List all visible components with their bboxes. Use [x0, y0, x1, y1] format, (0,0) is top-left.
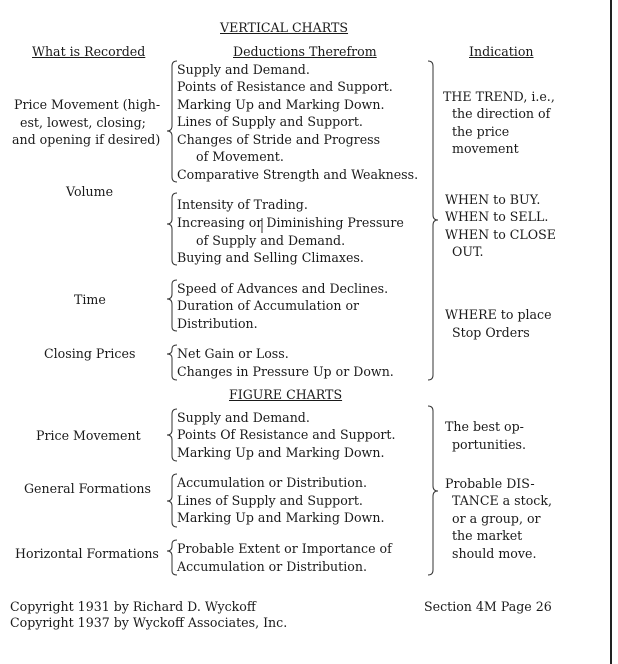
recorded-figure-general: General Formations: [24, 481, 151, 496]
deduction-item: Changes of Stride and Progress: [177, 132, 381, 147]
indication-best: portunities.: [452, 437, 526, 452]
deduction-item: Points of Resistance and Support.: [177, 79, 393, 94]
indication-when: WHEN to CLOSE: [445, 227, 556, 242]
indication-when: WHEN to BUY.: [445, 192, 541, 207]
deduction-item: Comparative Strength and Weakness.: [177, 167, 419, 182]
deduction-item: Lines of Supply and Support.: [177, 493, 363, 508]
recorded-price-line-3: and opening if desired): [12, 132, 161, 147]
right-brace-vertical: [428, 61, 438, 380]
left-brace-vertical-3: [167, 280, 177, 331]
indication-trend: the price: [452, 124, 510, 139]
deduction-item: Increasing or Diminishing Pressure: [177, 215, 404, 230]
deduction-item: Marking Up and Marking Down.: [177, 445, 385, 460]
deduction-item: Marking Up and Marking Down.: [177, 97, 385, 112]
recorded-price-line-2: est, lowest, closing;: [20, 115, 146, 130]
recorded-figure-horizontal: Horizontal Formations: [15, 546, 159, 561]
header-indication: Indication: [469, 44, 534, 59]
indication-trend: THE TREND, i.e.,: [443, 89, 555, 104]
deduction-item: Marking Up and Marking Down.: [177, 510, 385, 525]
deduction-item: of Movement.: [196, 149, 284, 164]
deduction-item: Intensity of Trading.: [177, 197, 308, 212]
deduction-item: Points Of Resistance and Support.: [177, 427, 396, 442]
indication-when: OUT.: [452, 244, 484, 259]
right-brace-figure: [428, 406, 438, 575]
recorded-volume: Volume: [66, 184, 114, 199]
indication-where: Stop Orders: [452, 325, 530, 340]
left-brace-vertical-2: [167, 193, 177, 265]
footer-copyright-1931: Copyright 1931 by Richard D. Wyckoff: [10, 599, 256, 614]
recorded-price-line-1: Price Movement (high-: [14, 97, 161, 112]
vertical-charts-title: VERTICAL CHARTS: [220, 20, 349, 35]
deduction-item: of Supply and Demand.: [196, 233, 346, 248]
left-brace-vertical-4: [167, 345, 177, 380]
indication-distance: the market: [452, 528, 523, 543]
footer-copyright-1937: Copyright 1937 by Wyckoff Associates, Inc.: [10, 615, 288, 630]
deduction-item: Distribution.: [177, 316, 258, 331]
indication-when: WHEN to SELL.: [445, 209, 549, 224]
deduction-item: Changes in Pressure Up or Down.: [177, 364, 394, 379]
indication-distance: should move.: [452, 546, 537, 561]
left-brace-figure-3: [167, 540, 177, 575]
recorded-time: Time: [74, 292, 106, 307]
deduction-item: Accumulation or Distribution.: [177, 559, 367, 574]
header-what-is-recorded: What is Recorded: [32, 44, 146, 59]
header-deductions: Deductions Therefrom: [233, 44, 377, 59]
deduction-item: Supply and Demand.: [177, 410, 310, 425]
figure-charts-title: FIGURE CHARTS: [229, 387, 343, 402]
left-brace-figure-1: [167, 409, 177, 461]
deduction-item: Speed of Advances and Declines.: [177, 281, 389, 296]
indication-trend: movement: [452, 141, 519, 156]
deduction-item: Buying and Selling Climaxes.: [177, 250, 364, 265]
recorded-figure-price: Price Movement: [36, 428, 141, 443]
indication-distance: Probable DIS-: [445, 476, 535, 491]
indication-distance: TANCE a stock,: [452, 493, 552, 508]
deduction-item: Net Gain or Loss.: [177, 346, 289, 361]
indication-where: WHERE to place: [445, 307, 552, 322]
footer-section-page: Section 4M Page 26: [424, 599, 552, 614]
indication-distance: or a group, or: [452, 511, 541, 526]
left-brace-vertical-1: [167, 61, 177, 182]
deduction-item: Lines of Supply and Support.: [177, 114, 363, 129]
deduction-item: Supply and Demand.: [177, 62, 310, 77]
deduction-item: Duration of Accumulation or: [177, 298, 360, 313]
deduction-item: Probable Extent or Importance of: [177, 541, 392, 556]
recorded-closing-prices: Closing Prices: [44, 346, 136, 361]
deduction-item: Accumulation or Distribution.: [177, 475, 367, 490]
indication-trend: the direction of: [452, 106, 551, 121]
indication-best: The best op-: [445, 419, 524, 434]
left-brace-figure-2: [167, 474, 177, 527]
